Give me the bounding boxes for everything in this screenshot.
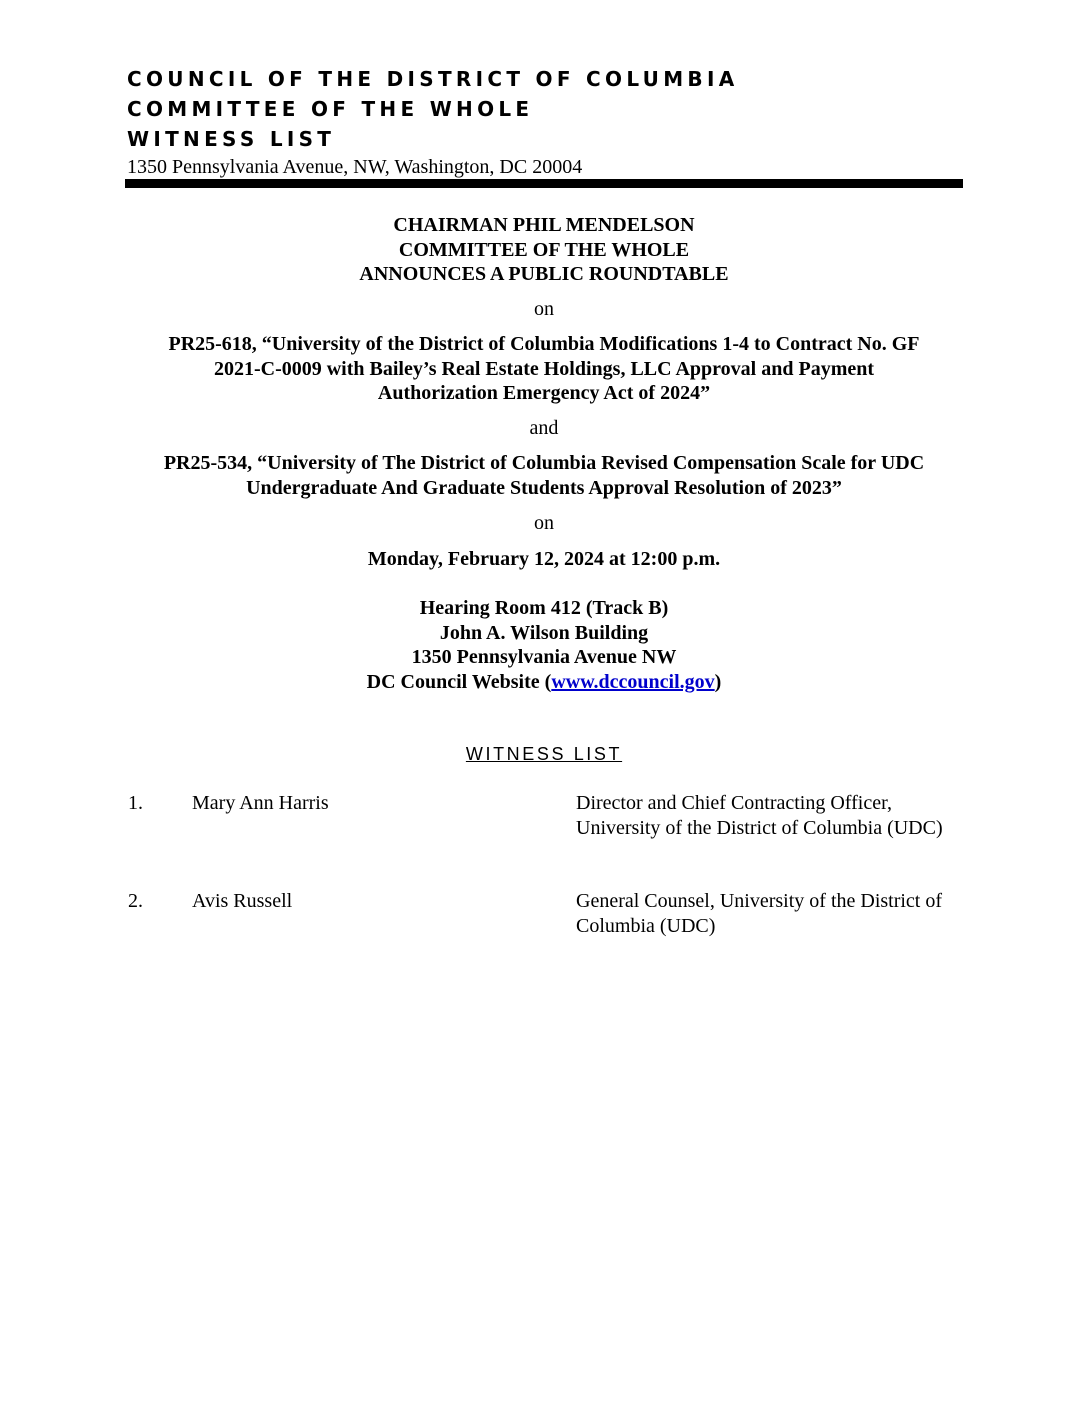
- announcement-chairman: CHAIRMAN PHIL MENDELSON: [393, 214, 695, 236]
- letterhead: [127, 64, 963, 180]
- measure-pr25-534: [124, 451, 964, 500]
- measure1-line1: PR25-618, “University of the District of Columbia Modifications 1-4 to Contract No. GF: [168, 333, 920, 355]
- connector-on-second: [124, 511, 964, 536]
- header-divider: [125, 179, 963, 188]
- letterhead-committee: COMMITTEE OF THE WHOLE: [127, 97, 534, 121]
- hearing-datetime: [124, 547, 964, 572]
- announcement-roundtable: ANNOUNCES A PUBLIC ROUNDTABLE: [359, 263, 729, 285]
- connector-on-text: on: [534, 298, 554, 320]
- website-prefix: DC Council Website (: [366, 670, 552, 693]
- connector-on-first: [124, 297, 964, 322]
- website-link[interactable]: www.dccouncil.gov: [551, 670, 715, 693]
- witness-title: General Counsel, University of the District of Columbia (UDC): [576, 890, 943, 937]
- measure1-line3: Authorization Emergency Act of 2024”: [377, 382, 711, 404]
- measure2-line2: Undergraduate And Graduate Students Approval Resolution of 2023”: [246, 476, 842, 499]
- location-street: 1350 Pennsylvania Avenue NW: [411, 646, 677, 668]
- witness-list-heading-text: WITNESS LIST: [465, 744, 623, 764]
- witness-number: 2.: [128, 890, 143, 912]
- witness-list-heading: [124, 742, 964, 766]
- letterhead-address: 1350 Pennsylvania Avenue, NW, Washington, DC 20004: [127, 156, 583, 178]
- connector-and: [124, 416, 964, 441]
- connector-and-text: and: [529, 417, 559, 439]
- location-building: John A. Wilson Building: [439, 621, 649, 644]
- letterhead-document-type: WITNESS LIST: [127, 127, 336, 151]
- witness-number: 1.: [128, 792, 143, 814]
- location-website: [124, 670, 964, 695]
- witness-name: Mary Ann Harris: [192, 792, 329, 814]
- connector-on-text: on: [534, 512, 554, 534]
- letterhead-council: COUNCIL OF THE DISTRICT OF COLUMBIA: [127, 67, 739, 91]
- witness-title: Director and Chief Contracting Officer, University of the District of Columbia (UDC): [576, 792, 943, 839]
- announcement: [124, 213, 964, 287]
- hearing-location: [124, 596, 964, 694]
- measure1-line2: 2021-C-0009 with Bailey’s Real Estate Holdings, LLC Approval and Payment: [213, 357, 875, 380]
- witness-name: Avis Russell: [192, 890, 293, 912]
- measure-pr25-618: [124, 332, 964, 406]
- website-suffix: ): [714, 670, 722, 693]
- datetime-text: Monday, February 12, 2024 at 12:00 p.m.: [367, 548, 721, 570]
- location-room: Hearing Room 412 (Track B): [419, 597, 669, 619]
- measure2-line1: PR25-534, “University of The District of Columbia Revised Compensation Scale for UDC: [163, 452, 925, 474]
- announcement-committee: COMMITTEE OF THE WHOLE: [398, 238, 690, 261]
